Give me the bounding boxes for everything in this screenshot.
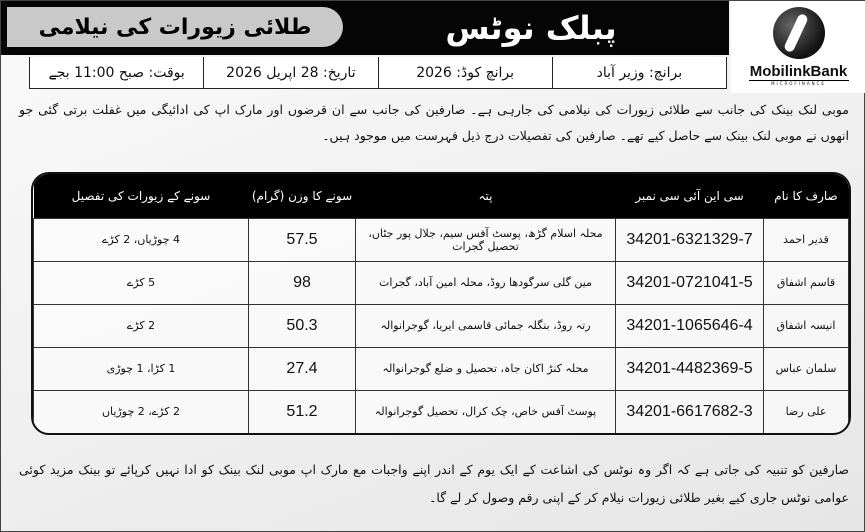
- column-header: صارف کا نام: [764, 174, 849, 218]
- address: رتہ روڈ، بنگلہ جمائی قاسمی ایریا، گوجرانوالہ: [356, 304, 616, 347]
- gold-weight: 50.3: [249, 304, 356, 347]
- gold-weight: 27.4: [249, 347, 356, 390]
- gold-weight: 57.5: [249, 218, 356, 261]
- warning-paragraph: صارفین کو تنبیہ کی جاتی ہے کہ اگر وہ نوٹس کی اشاعت کے ایک یوم کے اندر اپنے واجبات مع مارک اپ موبی لنک بینک کو ادا نہیں کرپائے تو بینک مزید کوئی عوامی نوٹس جاری کیے بغیر طلائی زیورات نیلام کر کے اپنی رقم وصول کر لے گا۔: [19, 462, 849, 505]
- customer-name: سلمان عباس: [764, 347, 849, 390]
- auction-date: تاریخ: 28 اپریل 2026: [203, 57, 377, 88]
- notice-title: پبلک نوٹس: [445, 9, 617, 47]
- jewelry-details: 2 کڑے: [34, 304, 249, 347]
- cnic: 34201-6321329-7: [616, 218, 764, 261]
- table-row: [34, 347, 849, 390]
- table-header-row: [34, 174, 849, 218]
- table-row: [34, 261, 849, 304]
- column-header: سونے کا وزن (گرام): [249, 174, 356, 218]
- column-header: سی این آئی سی نمبر: [616, 174, 764, 218]
- jewelry-details: 4 چوڑیاں، 2 کڑے: [34, 218, 249, 261]
- customers-table: [31, 172, 851, 435]
- cnic: 34201-6617682-3: [616, 390, 764, 433]
- gold-weight: 98: [249, 261, 356, 304]
- customer-name: انیسہ اشفاق: [764, 304, 849, 347]
- address: محلہ کنڑ اکان جاہ، تحصیل و ضلع گوجرانوالہ: [356, 347, 616, 390]
- table-row: [34, 390, 849, 433]
- branch: برانچ: وزیر آباد: [552, 57, 726, 88]
- address: پوسٹ آفس خاص، چک کرال، تحصیل گوجرانوالہ: [356, 390, 616, 433]
- logo-globe-icon: [773, 7, 825, 59]
- address: مین گلی سرگودھا روڈ، محلہ امین آباد، گجرات: [356, 261, 616, 304]
- jewelry-details: 5 کڑے: [34, 261, 249, 304]
- header-bar: [1, 1, 729, 55]
- intro-paragraph: موبی لنک بینک کی جانب سے طلائی زیورات کی نیلامی کی جارہی ہے۔ صارفین کی جانب سے ان قرضوں اور مارک اپ کی ادائیگی میں غفلت برتی گئی جو انھوں نے موبی لنک بینک سے حاصل کیے تھے۔ صارفین کی تفصیلات درج ذیل فہرست میں موجود ہیں۔: [19, 102, 849, 143]
- notice-subtitle: طلائی زیورات کی نیلامی: [7, 7, 343, 47]
- column-header: سونے کے زیورات کی تفصیل: [34, 174, 249, 218]
- jewelry-details: 2 کڑے، 2 چوڑیاں: [34, 390, 249, 433]
- cnic: 34201-4482369-5: [616, 347, 764, 390]
- info-row: [29, 57, 727, 89]
- auction-time: بوقت: صبح 11:00 بجے: [48, 64, 185, 81]
- column-header: پتہ: [356, 174, 616, 218]
- customer-name: قاسم اشفاق: [764, 261, 849, 304]
- jewelry-details: 1 کڑا، 1 چوڑی: [34, 347, 249, 390]
- logo-text: MobilinkBank: [749, 63, 848, 80]
- logo-subtext: MICROFINANCE: [749, 80, 849, 86]
- customer-name: قدیر احمد: [764, 218, 849, 261]
- table-row: [34, 218, 849, 261]
- cnic: 34201-0721041-5: [616, 261, 764, 304]
- gold-weight: 51.2: [249, 390, 356, 433]
- cnic: 34201-1065646-4: [616, 304, 764, 347]
- table-row: [34, 304, 849, 347]
- mobilink-bank-logo: [731, 1, 865, 93]
- branch-code: برانچ کوڈ: 2026: [378, 57, 552, 88]
- customer-name: علی رضا: [764, 390, 849, 433]
- address: محلہ اسلام گڑھ، پوسٹ آفس سیم، جلال پور جٹاں، تحصیل گجرات: [356, 218, 616, 261]
